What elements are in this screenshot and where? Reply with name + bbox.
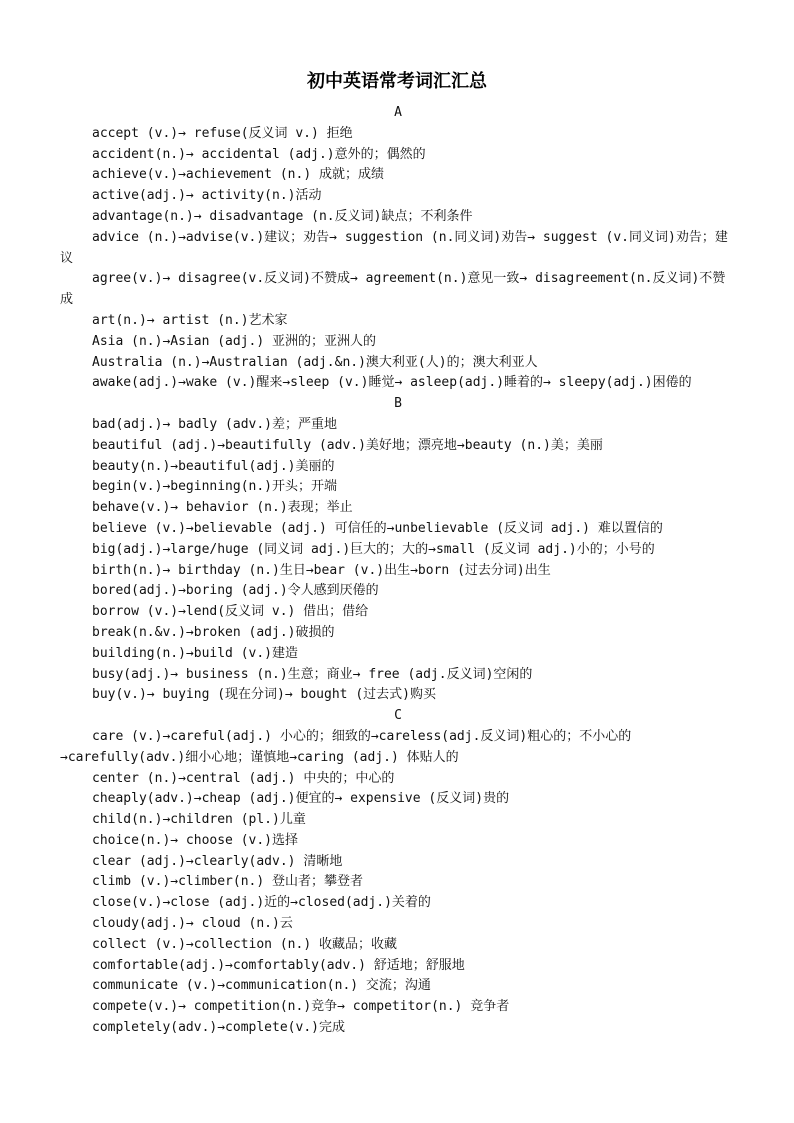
vocab-entry: advantage(n.)→ disadvantage (n.反义词)缺点；不利条件: [92, 208, 473, 224]
vocab-entry: close(v.)→close (adj.)近的→closed(adj.)关着的: [92, 895, 431, 911]
vocab-entry: buy(v.)→ buying (现在分词)→ bought (过去式)购买: [92, 687, 436, 703]
vocab-entry: behave(v.)→ behavior (n.)表现；举止: [92, 500, 353, 516]
vocab-entry: break(n.&v.)→broken (adj.)破损的: [92, 624, 335, 640]
vocab-entry: believe (v.)→believable (adj.) 可信任的→unbelievable (反义词 adj.) 难以置信的: [92, 520, 663, 536]
vocab-entry: climb (v.)→climber(n.) 登山者；攀登者: [92, 874, 364, 890]
section-letter-c: C: [394, 708, 402, 724]
vocab-entry: choice(n.)→ choose (v.)选择: [92, 832, 299, 848]
section-letter-a: A: [394, 105, 402, 120]
vocabulary-list: [60, 103, 736, 1039]
vocab-entry: center (n.)→central (adj.) 中央的；中心的: [92, 770, 395, 786]
vocab-entry: Asia (n.)→Asian (adj.) 亚洲的；亚洲人的: [92, 333, 377, 349]
vocab-entry: clear (adj.)→clearly(adv.) 清晰地: [92, 853, 343, 869]
vocab-entry: advice (n.)→advise(v.)建议；劝告→ suggestion (n.同义词)劝告→ suggest (v.同义词)劝告；建议: [60, 229, 728, 266]
document-title: 初中英语常考词汇汇总: [307, 71, 487, 92]
vocab-entry: achieve(v.)→achievement (n.) 成就；成绩: [92, 167, 384, 183]
vocab-entry: begin(v.)→beginning(n.)开头；开端: [92, 479, 338, 495]
vocab-entry: agree(v.)→ disagree(v.反义词)不赞成→ agreement(n.)意见一致→ disagreement(n.反义词)不赞成: [60, 271, 726, 308]
vocab-entry: beautiful (adj.)→beautifully (adv.)美好地；漂亮地→beauty (n.)美；美丽: [92, 437, 603, 453]
vocab-entry: child(n.)→children (pl.)儿童: [92, 812, 306, 828]
vocab-entry: awake(adj.)→wake (v.)醒来→sleep (v.)睡觉→ asleep(adj.)睡着的→ sleepy(adj.)困倦的: [92, 375, 692, 391]
vocab-entry: compete(v.)→ competition(n.)竞争→ competitor(n.) 竞争者: [92, 999, 510, 1015]
vocab-entry: art(n.)→ artist (n.)艺术家: [92, 312, 288, 328]
vocab-entry: bad(adj.)→ badly (adv.)差；严重地: [92, 416, 338, 432]
vocab-entry: care (v.)→careful(adj.) 小心的；细致的→careless(adj.反义词)粗心的；不小心的→carefully(adv.)细小心地；谨慎地→caring (adj.) 体贴人的: [60, 728, 632, 765]
vocab-entry: Australia (n.)→Australian (adj.&n.)澳大利亚(人)的；澳大利亚人: [92, 354, 538, 370]
vocab-entry: active(adj.)→ activity(n.)活动: [92, 188, 322, 204]
vocab-entry: beauty(n.)→beautiful(adj.)美丽的: [92, 458, 335, 474]
vocab-entry: birth(n.)→ birthday (n.)生日→bear (v.)出生→born (过去分词)出生: [92, 562, 551, 578]
vocab-entry: big(adj.)→large/huge (同义词 adj.)巨大的；大的→small (反义词 adj.)小的；小号的: [92, 541, 655, 557]
vocab-entry: comfortable(adj.)→comfortably(adv.) 舒适地；舒服地: [92, 957, 465, 973]
vocab-entry: cheaply(adv.)→cheap (adj.)便宜的→ expensive (反义词)贵的: [92, 791, 510, 807]
vocab-entry: busy(adj.)→ business (n.)生意；商业→ free (adj.反义词)空闲的: [92, 666, 533, 682]
section-letter-b: B: [394, 396, 402, 412]
vocab-entry: bored(adj.)→boring (adj.)令人感到厌倦的: [92, 583, 379, 599]
vocab-entry: communicate (v.)→communication(n.) 交流；沟通: [92, 978, 431, 994]
vocab-entry: borrow (v.)→lend(反义词 v.) 借出；借给: [92, 604, 369, 620]
vocab-entry: building(n.)→build (v.)建造: [92, 645, 299, 661]
vocab-entry: collect (v.)→collection (n.) 收藏品；收藏: [92, 936, 397, 952]
vocab-entry: cloudy(adj.)→ cloud (n.)云: [92, 916, 293, 932]
vocab-entry: completely(adv.)→complete(v.)完成: [92, 1020, 345, 1036]
vocab-entry: accident(n.)→ accidental (adj.)意外的；偶然的: [92, 146, 426, 162]
vocab-entry: accept (v.)→ refuse(反义词 v.) 拒绝: [92, 125, 353, 141]
